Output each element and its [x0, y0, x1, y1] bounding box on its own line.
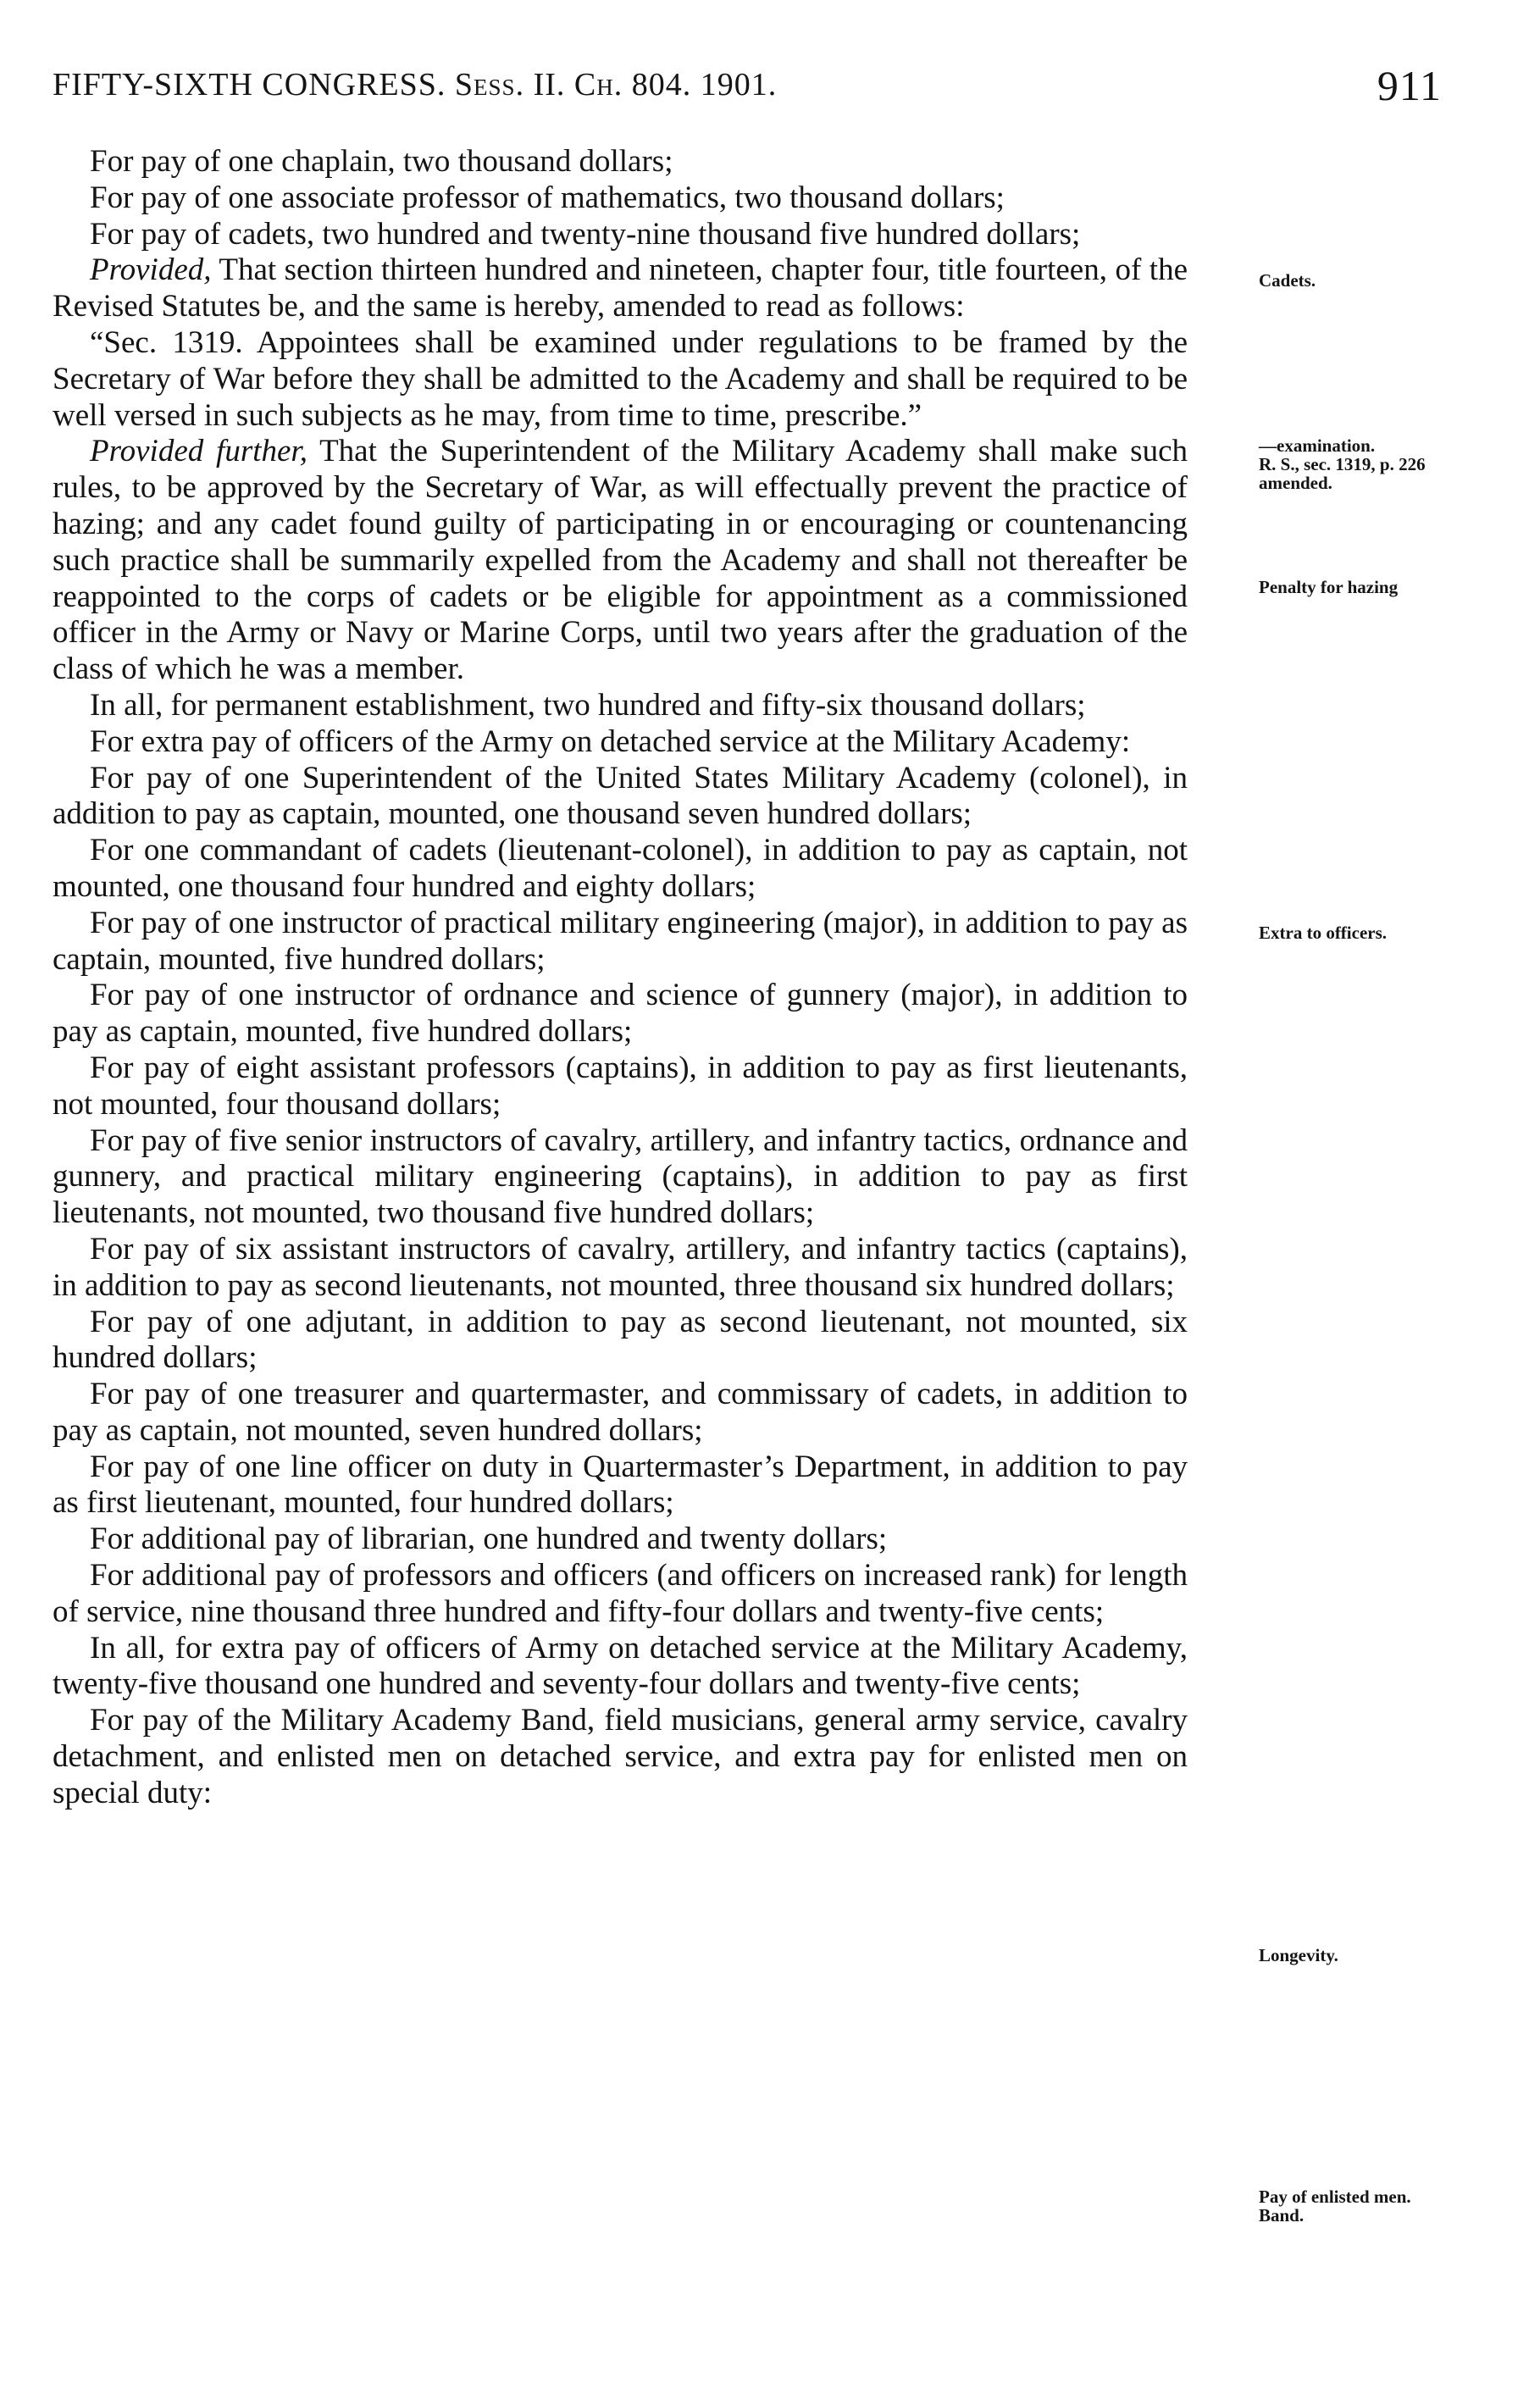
- paragraph-commandant: For one commandant of cadets (lieutenant-colonel), in addition to pay as captain, not mounted, one thousand four hundred and eighty dollars;: [53, 833, 1188, 904]
- paragraph-assistant-instructors: For pay of six assistant instructors of cavalry, artillery, and infantry tactics (captains), in addition to pay as second lieutenants, not mounted, three thousand six hundred dollars;: [53, 1231, 1188, 1303]
- chapter-label: Ch. 804.: [573, 67, 692, 103]
- paragraph-permanent-total: In all, for permanent establishment, two hundred and fifty-six thousand dollars;: [90, 687, 1086, 723]
- running-header: [53, 62, 1442, 125]
- paragraph-senior-instructors: For pay of five senior instructors of cavalry, artillery, and infantry tactics, ordnance and gunnery, and practical military engineering (captains), in addition to pay as first lieutenants, not mounted, two thousand five hundred dollars;: [53, 1122, 1188, 1231]
- paragraph-hazing-proviso: Provided further, That the Superintendent of the Military Academy shall make such rules, to be approved by the Secretary of War, as will effectually prevent the practice of hazing; and any cadet found guilty of participating in or encouraging or countenancing such practice shall be summarily expelled from the Academy and shall not thereafter be reappointed to the corps of cadets or be eligible for appointment as a commissioned officer in the Army or Navy or Marine Corps, until two years after the graduation of the class of which he was a member.: [53, 434, 1188, 687]
- paragraph-librarian: For additional pay of librarian, one hundred and twenty dollars;: [90, 1522, 888, 1557]
- paragraph-superintendent: For pay of one Superintendent of the United States Military Academy (colonel), in addition to pay as captain, mounted, one thousand seven hundred dollars;: [53, 760, 1188, 832]
- paragraph-engineering-instructor: For pay of one instructor of practical military engineering (major), in addition to pay as captain, mounted, five hundred dollars;: [53, 905, 1188, 977]
- paragraph-section-1319-text: “Sec. 1319. Appointees shall be examined under regulations to be framed by the Secretary of War before they shall be admitted to the Academy and shall be required to be well versed in such subjects as he may, from time to time, prescribe.”: [53, 324, 1188, 433]
- paragraph-extra-pay-total: In all, for extra pay of officers of Army on detached service at the Military Academy, twenty-five thousand one hundred and seventy-four dollars and twenty-five cents;: [53, 1630, 1188, 1702]
- paragraph-longevity: For additional pay of professors and officers (and officers on increased rank) for length of service, nine thousand three hundred and fifty-four dollars and twenty-five cents;: [53, 1558, 1188, 1629]
- margin-note-hazing: Penalty for hazing: [1259, 577, 1399, 597]
- paragraph-band-pay: For pay of the Military Academy Band, field musicians, general army service, cavalry detachment, and enlisted men on detached service, and extra pay for enlisted men on special duty:: [53, 1703, 1188, 1810]
- paragraph-associate-professor: For pay of one associate professor of mathematics, two thousand dollars;: [90, 180, 1005, 215]
- paragraph-extra-pay-heading: For extra pay of officers of the Army on detached service at the Military Academy:: [90, 723, 1131, 759]
- paragraph-proviso-section-1319: Provided, That section thirteen hundred and nineteen, chapter four, title fourteen, of the Revised Statutes be, and the same is hereby, amended to read as follows:: [53, 252, 1188, 324]
- paragraph-assistant-professors: For pay of eight assistant professors (captains), in addition to pay as first lieutenants, not mounted, four thousand dollars;: [53, 1050, 1188, 1122]
- paragraph-ordnance-instructor: For pay of one instructor of ordnance and science of gunnery (major), in addition to pay as captain, mounted, five hundred dollars;: [53, 978, 1188, 1050]
- paragraph-treasurer: For pay of one treasurer and quartermaster, and commissary of cadets, in addition to pay as captain, not mounted, seven hundred dollars;: [53, 1377, 1188, 1448]
- year-label: 1901.: [700, 67, 778, 103]
- margin-note-examination: —examination. R. S., sec. 1319, p. 226 amended.: [1259, 435, 1426, 493]
- margin-note-longevity: Longevity.: [1259, 1945, 1338, 1965]
- paragraph-cadets-pay: For pay of cadets, two hundred and twenty-nine thousand five hundred dollars;: [90, 216, 1081, 252]
- margin-note-cadets: Cadets.: [1259, 270, 1316, 291]
- statute-text: [53, 144, 1426, 2225]
- running-head-text: [53, 66, 777, 103]
- paragraph-adjutant: For pay of one adjutant, in addition to pay as second lieutenant, not mounted, six hundred dollars;: [53, 1304, 1188, 1376]
- session-label: Sess. II.: [454, 67, 566, 103]
- paragraph-chaplain: For pay of one chaplain, two thousand dollars;: [90, 144, 673, 179]
- congress-label: FIFTY-SIXTH CONGRESS.: [53, 67, 446, 103]
- paragraph-line-officer: For pay of one line officer on duty in Quartermaster’s Department, in addition to pay as first lieutenant, mounted, four hundred dollars;: [53, 1449, 1188, 1521]
- margin-note-enlisted-band: Pay of enlisted men. Band.: [1259, 2187, 1411, 2225]
- page-number: 911: [1377, 62, 1442, 109]
- margin-note-extra-officers: Extra to officers.: [1259, 923, 1388, 943]
